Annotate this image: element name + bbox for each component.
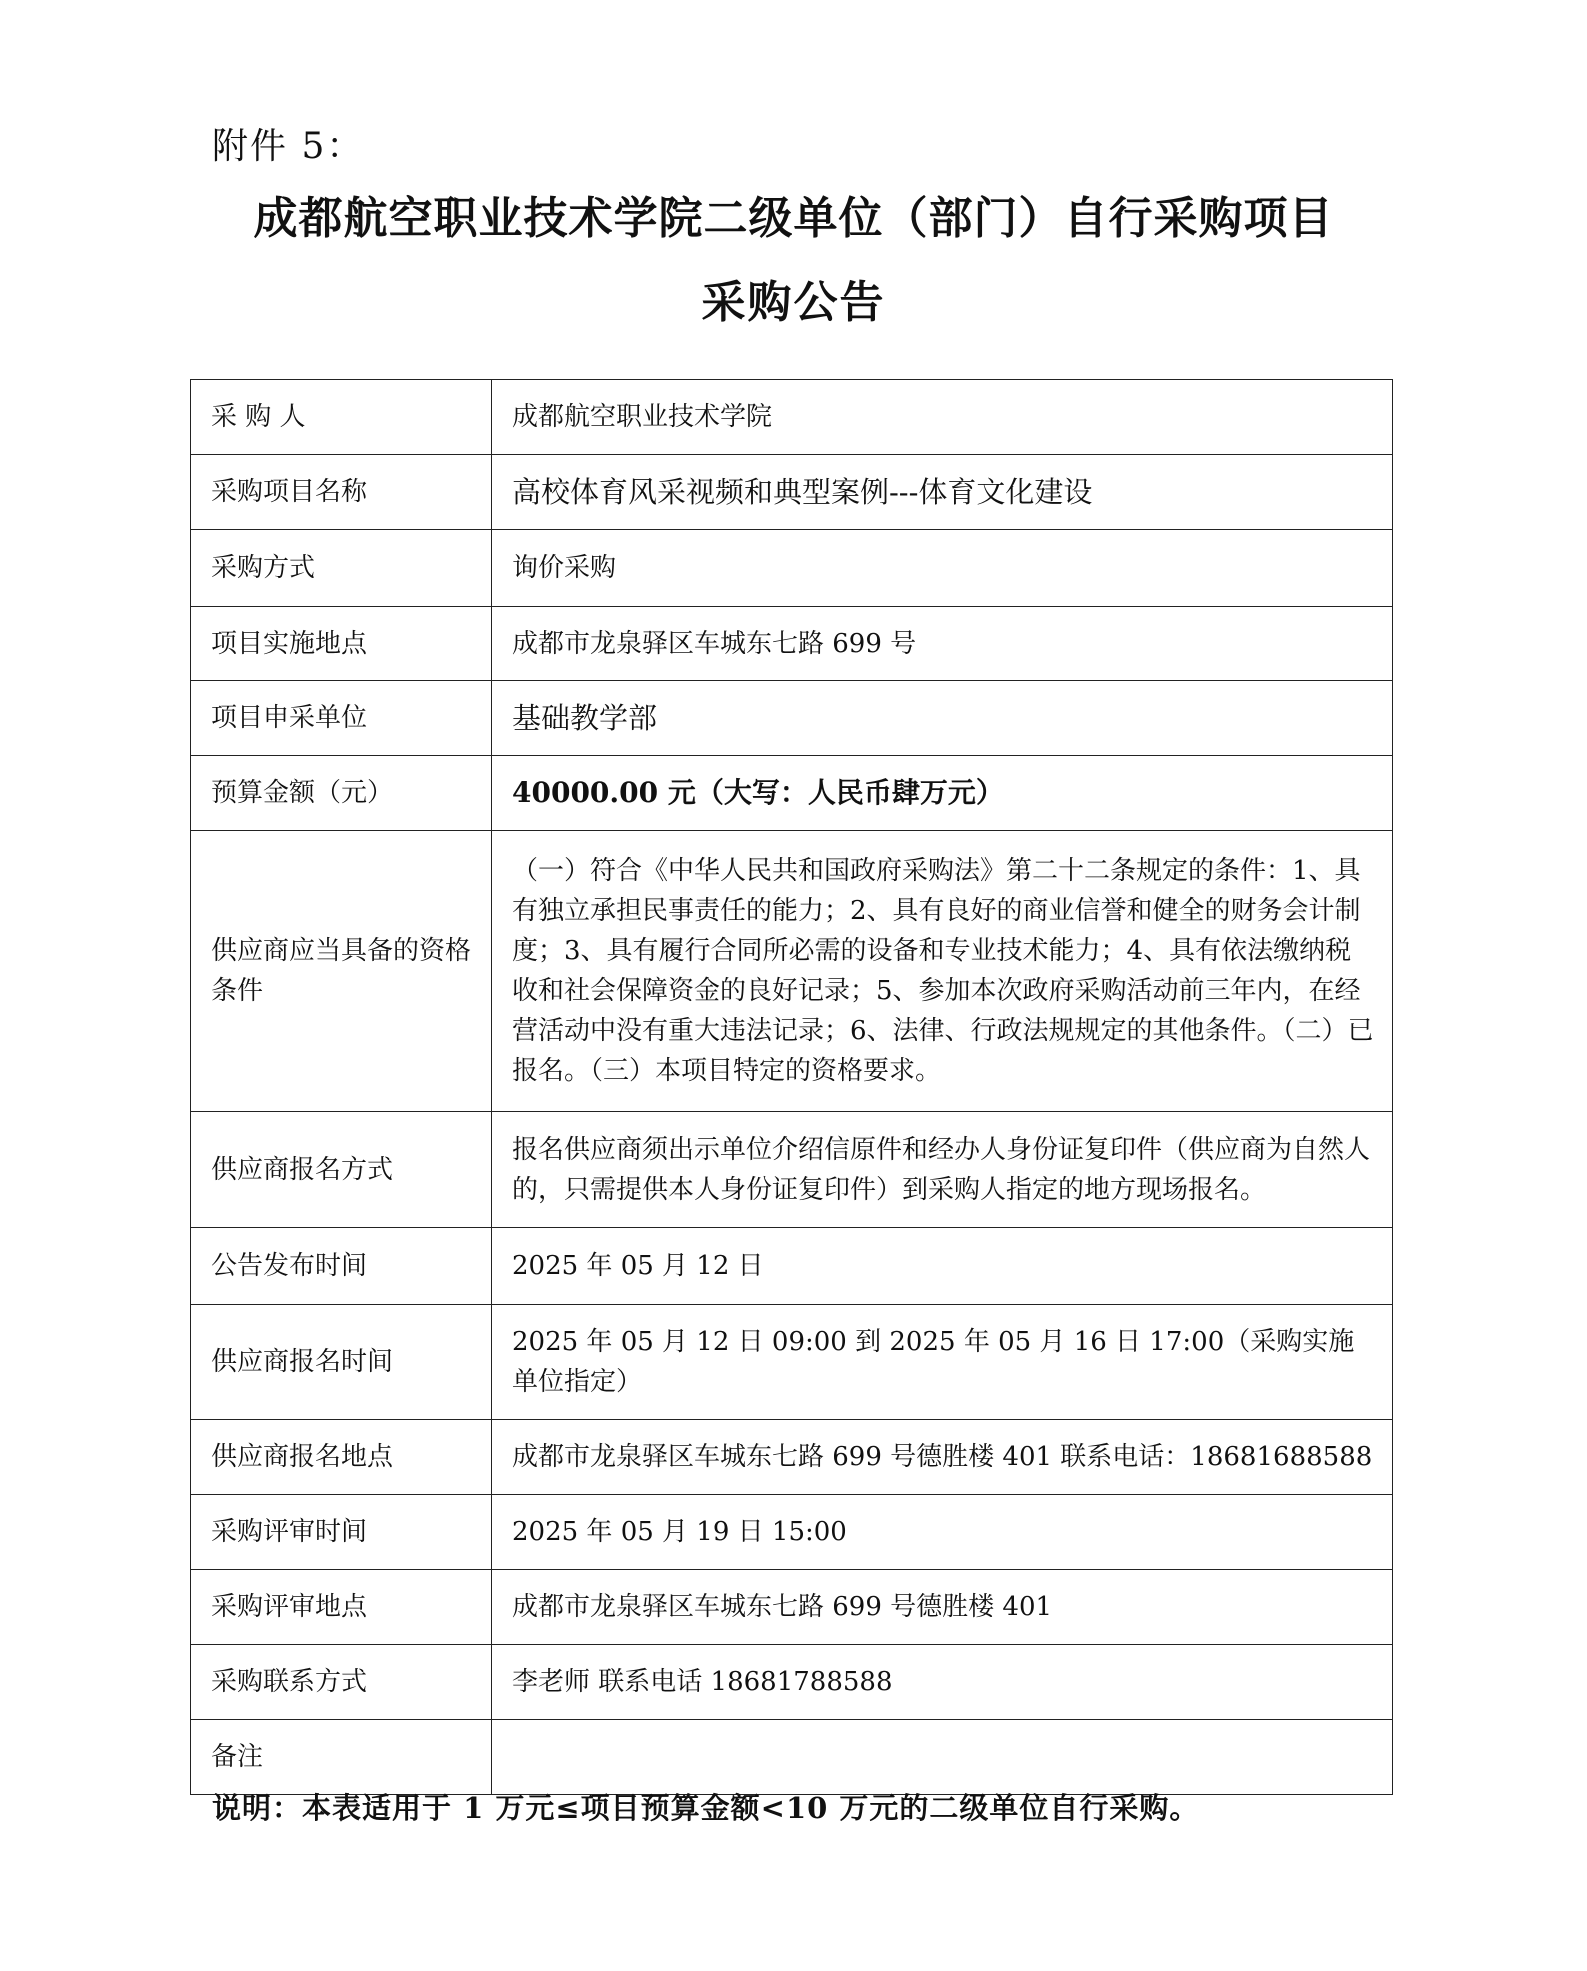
row-label-qualifications: 供应商应当具备的资格条件 <box>191 831 492 1112</box>
table-row <box>191 607 1393 681</box>
row-value-applicant-unit: 基础教学部 <box>492 681 1393 756</box>
footnote: 说明：本表适用于 1 万元≤项目预算金额<10 万元的二级单位自行采购。 <box>212 1791 1200 1825</box>
row-value-project-name: 高校体育风采视频和典型案例---体育文化建设 <box>492 455 1393 530</box>
row-value-review-place: 成都市龙泉驿区车城东七路 699 号德胜楼 401 <box>492 1570 1393 1645</box>
row-value-publish-date: 2025 年 05 月 12 日 <box>492 1228 1393 1305</box>
row-label-budget: 预算金额（元） <box>191 756 492 831</box>
row-value-budget: 40000.00 元（大写：人民币肆万元） <box>492 756 1393 831</box>
row-label-registration-method: 供应商报名方式 <box>191 1112 492 1228</box>
table-row <box>191 1495 1393 1570</box>
table-row <box>191 681 1393 756</box>
table-row <box>191 1645 1393 1720</box>
document-title: 成都航空职业技术学院二级单位（部门）自行采购项目 <box>253 193 1334 244</box>
table-row <box>191 1228 1393 1305</box>
row-label-registration-place: 供应商报名地点 <box>191 1420 492 1495</box>
row-value-contact: 李老师 联系电话 18681788588 <box>492 1645 1393 1720</box>
document-subtitle: 采购公告 <box>701 277 886 328</box>
attachment-label: 附件 5： <box>212 126 365 167</box>
table-row <box>191 455 1393 530</box>
row-label-purchaser: 采 购 人 <box>191 380 492 455</box>
row-label-contact: 采购联系方式 <box>191 1645 492 1720</box>
table-row <box>191 756 1393 831</box>
row-value-registration-time: 2025 年 05 月 12 日 09:00 到 2025 年 05 月 16 日 17:00（采购实施单位指定） <box>492 1305 1393 1420</box>
row-label-applicant-unit: 项目申采单位 <box>191 681 492 756</box>
procurement-table <box>190 379 1393 1795</box>
row-value-purchaser: 成都航空职业技术学院 <box>492 380 1393 455</box>
table-row <box>191 1420 1393 1495</box>
row-value-location: 成都市龙泉驿区车城东七路 699 号 <box>492 607 1393 681</box>
row-value-registration-method: 报名供应商须出示单位介绍信原件和经办人身份证复印件（供应商为自然人的，只需提供本人身份证复印件）到采购人指定的地方现场报名。 <box>492 1112 1393 1228</box>
row-value-registration-place: 成都市龙泉驿区车城东七路 699 号德胜楼 401 联系电话：18681688588 <box>492 1420 1393 1495</box>
table-row <box>191 1720 1393 1795</box>
row-label-remarks: 备注 <box>191 1720 492 1795</box>
row-label-review-place: 采购评审地点 <box>191 1570 492 1645</box>
table-row <box>191 530 1393 607</box>
row-value-method: 询价采购 <box>492 530 1393 607</box>
row-label-location: 项目实施地点 <box>191 607 492 681</box>
table-row <box>191 831 1393 1112</box>
row-label-registration-time: 供应商报名时间 <box>191 1305 492 1420</box>
table-row <box>191 380 1393 455</box>
row-label-publish-date: 公告发布时间 <box>191 1228 492 1305</box>
row-value-review-time: 2025 年 05 月 19 日 15:00 <box>492 1495 1393 1570</box>
table-row <box>191 1305 1393 1420</box>
row-label-review-time: 采购评审时间 <box>191 1495 492 1570</box>
row-value-qualifications: （一）符合《中华人民共和国政府采购法》第二十二条规定的条件：1、具有独立承担民事责任的能力；2、具有良好的商业信誉和健全的财务会计制度；3、具有履行合同所必需的设备和专业技术能力；4、具有依法缴纳税收和社会保障资金的良好记录；5、参加本次政府采购活动前三年内，在经营活动中没有重大违法记录；6、法律、行政法规规定的其他条件。（二）已报名。（三）本项目特定的资格要求。 <box>492 831 1393 1112</box>
table-row <box>191 1570 1393 1645</box>
row-label-method: 采购方式 <box>191 530 492 607</box>
row-label-project-name: 采购项目名称 <box>191 455 492 530</box>
table-row <box>191 1112 1393 1228</box>
row-value-remarks <box>492 1720 1393 1795</box>
